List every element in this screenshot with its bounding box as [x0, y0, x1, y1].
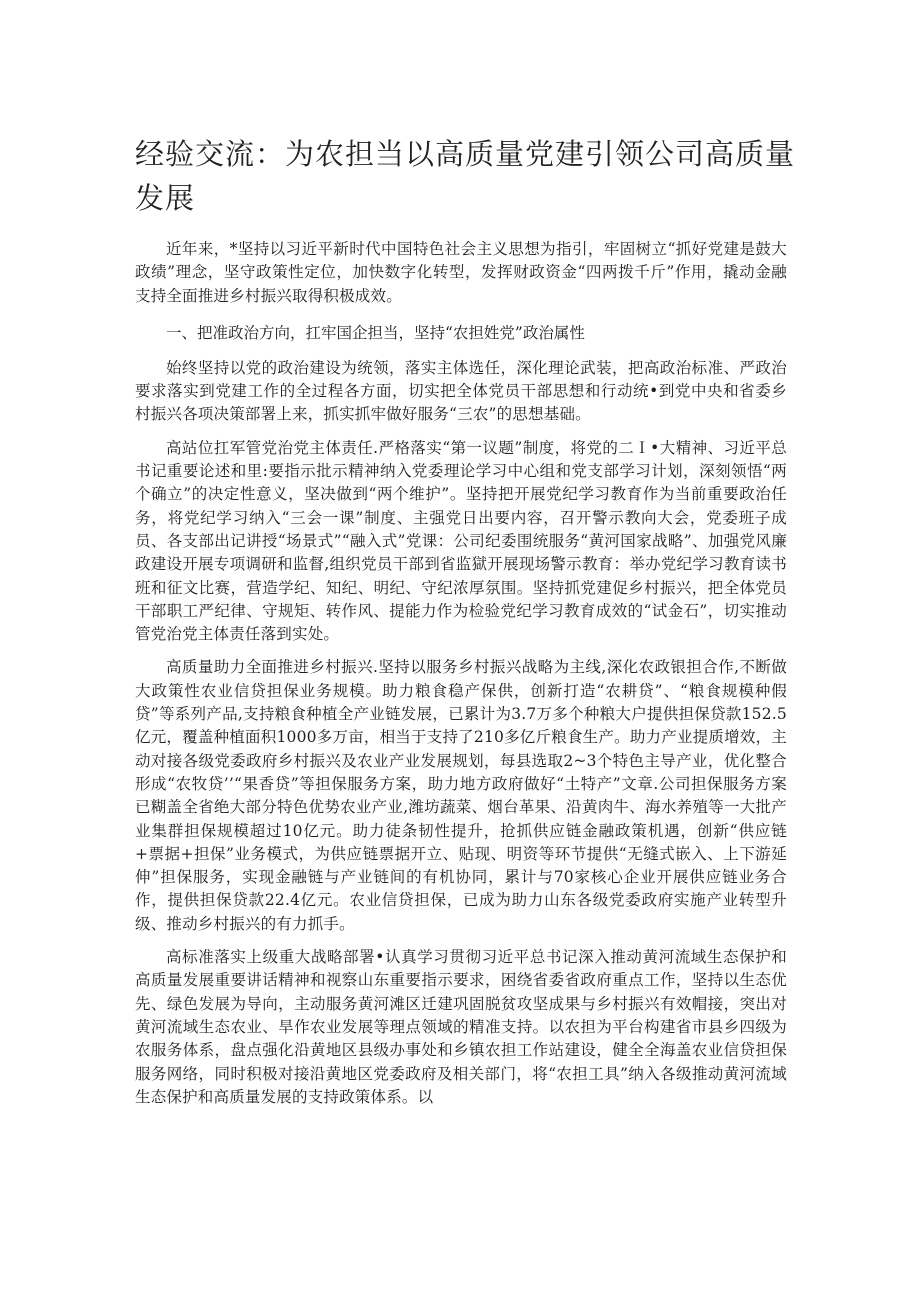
body-paragraph: 始终坚持以党的政治建设为统领，落实主体选任，深化理论武装，把高政治标准、严政治要求落实到党建工作的全过程各方面，切实把全体党员干部思想和行动统•到党中央和省委乡村振兴各项决策部署上来，抓实抓牢做好服务“三农”的思想基础。 [135, 358, 787, 424]
body-paragraph: 高质量助力全面推进乡村振兴.坚持以服务乡村振兴战略为主线,深化农政银担合作,不断做大政策性农业信贷担保业务规模。助力粮食稳产保供，创新打造“农耕贷”、“粮食规模种假贷”等系列产品,支持粮食种植全产业链发展，已累计为3.7万多个种粮大户提供担保贷款152.5亿元，覆盖种植面积1000多万亩，相当于支持了210多亿斤粮食生产。助力产业提质增效，主动对接各级党委政府乡村振兴及农业产业发展规划，每县选取2~3个特色主导产业，优化整合形成“农牧贷’’“果香贷”等担保服务方案，助力地方政府做好“土特产”文章.公司担保服务方案已糊盖全省绝大部分特色优势农业产业,潍坊蔬菜、烟台革果、沿黄肉牛、海水养殖等一大批产业集群担保规模超过10亿元。助力徒条韧性提升，抢抓供应链金融政策机遇，创新“供应链+票据+担保”业务模式，为供应链票据开立、贴现、明资等环节提供“无缝式嵌入、上下游延伸”担保服务，实现金融链与产业链间的有机协同，累计与70家核心企业开展供应链业务合作，提供担保贷款22.4亿元。农业信贷担保，已成为助力山东各级党委政府实施产业转型升级、推动乡村振兴的有力抓手。 [135, 658, 787, 933]
section-heading: 一、把准政治方向，扛牢国企担当，坚持“农担姓党”政治属性 [166, 323, 585, 342]
document-body [135, 238, 787, 1119]
body-paragraph: 高标准落实上级重大战略部署•认真学习贯彻习近平总书记深入推动黄河流域生态保护和高质量发展重要讲话精神和视察山东重要指示要求，困绕省委省政府重点工作，坚持以生态优先、绿色发展为导向，主动服务黄河滩区迁建巩固脱贫攻坚成果与乡村振兴有效帽接，突出对黄河流域生态农业、旱作农业发展等理点领域的精准支持。以农担为平台构建省市县乡四级为农服务体系，盘点强化沿黄地区县级办事处和乡镇农担工作站建设，健全全海盖农业信贷担保服务网络，同时积极对接沿黄地区党委政府及相关部门，将“农担工具”纳入各级推动黄河流域生态保护和高质量发展的支持政策体系。以 [135, 948, 787, 1106]
intro-paragraph: 近年来，*坚持以习近平新时代中国特色社会主义思想为指引，牢固树立“抓好党建是鼓大政绩”理念，坚守政策性定位，加快数字化转型，发挥财政资金“四两拨千斤”作用，撬动金融支持全面推进乡村振兴取得积极成效。 [135, 240, 787, 305]
document-title: 经验交流：为农担当以高质量党建引领公司高质量发展 [135, 137, 796, 215]
body-paragraph: 高站位扛军管党治党主体责任.严格落实“第一议题”制度，将党的二Ｉ•大精神、习近平总书记重要论述和里:要指示批示精神纳入党委理论学习中心组和党支部学习计划，深刻领悟“两个确立”的决定性意义，坚决做到“两个维护”。坚持把开展党纪学习教育作为当前重要政治任务，将党纪学习纳入“三会一课”制度、主强党日出要内容，召开警示教向大会，党委班子成员、各支部出记讲授“场景式”“融入式”党课：公司纪委围统服务“黄河国家战略”、加强党风廉政建设开展专项调研和监督,组织党员干部到省监獄开展现场警示教育：举办党纪学习教育读书班和征文比赛，营造学纪、知纪、明纪、守纪浓厚氛围。坚持抓党建促乡村振兴，把全体党员干部职工严纪律、守规矩、转作风、提能力作为检验党纪学习教育成效的“试金石”，切实推动管党治党主体责任落到实处。 [135, 438, 787, 644]
